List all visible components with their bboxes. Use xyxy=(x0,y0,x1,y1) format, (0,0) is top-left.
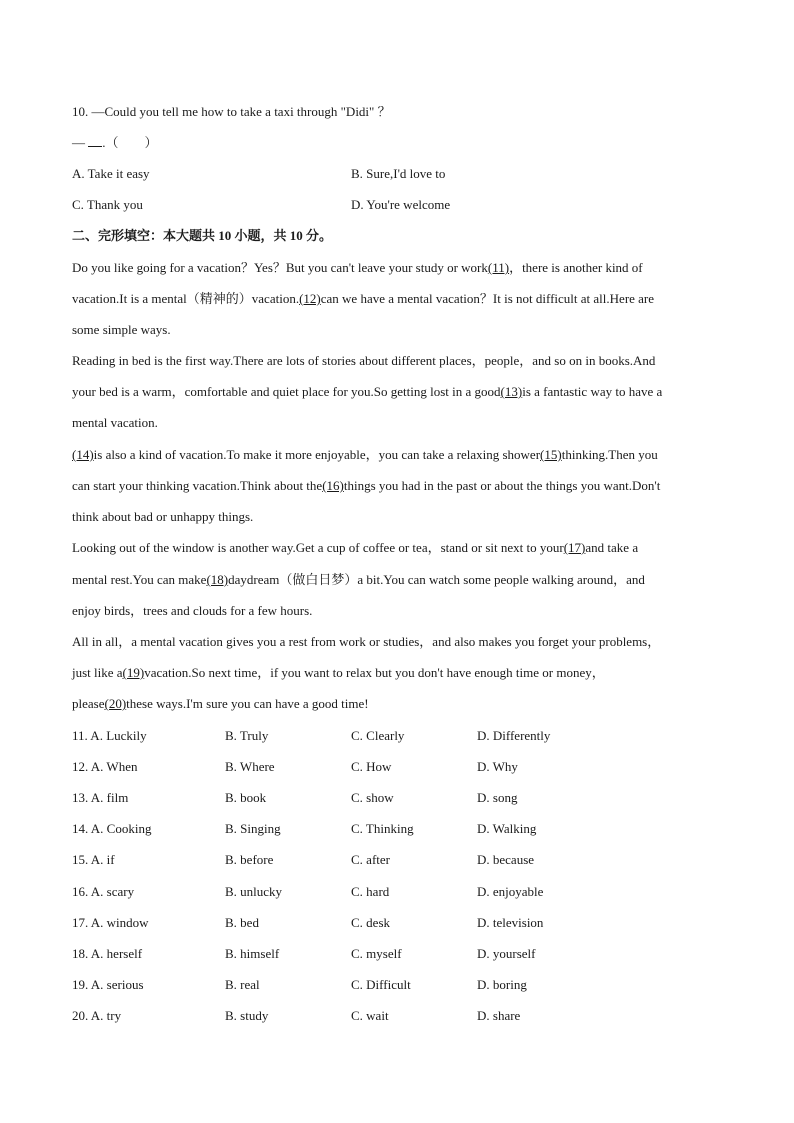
passage-line: (14)is also a kind of vacation.To make it more enjoyable，you can take a relaxing shower(15)thinking.Then you xyxy=(72,447,658,462)
choice-16-a[interactable]: 16. A. scary xyxy=(72,884,135,899)
choice-18-d[interactable]: D. yourself xyxy=(477,946,536,961)
choice-15-a[interactable]: 15. A. if xyxy=(72,852,115,867)
blank-18[interactable]: (18) xyxy=(206,572,229,587)
choice-14-c[interactable]: C. Thinking xyxy=(351,821,414,836)
choice-19-b[interactable]: B. real xyxy=(225,977,260,992)
choice-11-b[interactable]: B. Truly xyxy=(225,728,269,743)
choice-20-d[interactable]: D. share xyxy=(477,1008,521,1023)
choice-18-c[interactable]: C. myself xyxy=(351,946,402,961)
passage-line: vacation.It is a mental（精神的）vacation.(12)can we have a mental vacation？It is not difficult at all.Here are xyxy=(72,291,655,306)
choice-19-a[interactable]: 19. A. serious xyxy=(72,977,144,992)
blank-11[interactable]: (11) xyxy=(487,260,510,275)
q10-option-a[interactable]: A. Take it easy xyxy=(72,166,150,181)
passage-line: Looking out of the window is another way.Get a cup of coffee or tea，stand or sit next to your(17)and take a xyxy=(72,540,639,555)
passage-line: please(20)these ways.I'm sure you can have a good time! xyxy=(72,696,369,711)
choice-11-c[interactable]: C. Clearly xyxy=(351,728,405,743)
choice-13-b[interactable]: B. book xyxy=(225,790,267,805)
choice-18-a[interactable]: 18. A. herself xyxy=(72,946,143,961)
choice-16-b[interactable]: B. unlucky xyxy=(225,884,283,899)
choice-17-a[interactable]: 17. A. window xyxy=(72,915,149,930)
choice-13-c[interactable]: C. show xyxy=(351,790,394,805)
passage-line: just like a(19)vacation.So next time，if you want to relax but you don't have enough time or money， xyxy=(72,665,605,680)
choice-15-c[interactable]: C. after xyxy=(351,852,390,867)
choice-14-b[interactable]: B. Singing xyxy=(225,821,281,836)
choice-12-b[interactable]: B. Where xyxy=(225,759,275,774)
section-heading xyxy=(72,227,332,245)
blank-14[interactable]: (14) xyxy=(72,447,94,462)
choice-20-c[interactable]: C. wait xyxy=(351,1008,389,1023)
section-heading-part: 分。 xyxy=(302,228,333,243)
passage-line: Reading in bed is the first way.There are lots of stories about different places，people，and so on in books.And xyxy=(72,353,656,368)
choice-15-d[interactable]: D. because xyxy=(477,852,535,867)
choice-13-d[interactable]: D. song xyxy=(477,790,518,805)
choice-18-b[interactable]: B. himself xyxy=(225,946,280,961)
choice-11-a[interactable]: 11. A. Luckily xyxy=(72,728,147,743)
q10-option-b[interactable]: B. Sure,I'd love to xyxy=(351,166,446,181)
passage-line: mental rest.You can make(18)daydream（做白日梦）a bit.You can watch some people walking around，and xyxy=(72,572,645,587)
blank-15[interactable]: (15) xyxy=(540,447,562,462)
choice-12-c[interactable]: C. How xyxy=(351,759,392,774)
choice-15-b[interactable]: B. before xyxy=(225,852,274,867)
blank-13[interactable]: (13) xyxy=(500,384,523,399)
choice-12-d[interactable]: D. Why xyxy=(477,759,518,774)
passage-line: Do you like going for a vacation？Yes？But you can't leave your study or work(11)，there is another kind of xyxy=(72,260,643,275)
choice-19-d[interactable]: D. boring xyxy=(477,977,527,992)
q10-option-d[interactable]: D. You're welcome xyxy=(351,197,451,212)
passage-line: enjoy birds，trees and clouds for a few hours. xyxy=(72,603,313,618)
passage-line: mental vacation. xyxy=(72,415,158,430)
q10-question: 10. —Could you tell me how to take a taxi through "Didi" ？ xyxy=(72,104,391,119)
q10-answer-blank[interactable] xyxy=(88,134,102,147)
choice-20-a[interactable]: 20. A. try xyxy=(72,1008,122,1023)
section-score: 10 xyxy=(289,228,303,243)
choice-16-d[interactable]: D. enjoyable xyxy=(477,884,544,899)
section-heading-part: 小题，共 xyxy=(231,228,290,243)
choice-19-c[interactable]: C. Difficult xyxy=(351,977,411,992)
passage-line: All in all，a mental vacation gives you a rest from work or studies，and also makes you forget your problems， xyxy=(72,634,661,649)
passage-line: some simple ways. xyxy=(72,322,171,337)
blank-16[interactable]: (16) xyxy=(322,478,344,493)
q10-answer-line xyxy=(72,134,158,152)
passage-line: your bed is a warm，comfortable and quiet place for you.So getting lost in a good(13)is a fantastic way to have a xyxy=(72,384,663,399)
blank-20[interactable]: (20) xyxy=(104,696,127,711)
choice-11-d[interactable]: D. Differently xyxy=(477,728,551,743)
section-heading-part: 二、完形填空：本大题共 xyxy=(72,228,219,243)
choice-17-d[interactable]: D. television xyxy=(477,915,544,930)
choice-16-c[interactable]: C. hard xyxy=(351,884,390,899)
q10-answer-prefix: — xyxy=(72,135,89,150)
choice-20-b[interactable]: B. study xyxy=(225,1008,269,1023)
choice-12-a[interactable]: 12. A. When xyxy=(72,759,138,774)
passage-line: can start your thinking vacation.Think about the(16)things you had in the past or about the things you want.Don't xyxy=(72,478,661,493)
passage-line: think about bad or unhappy things. xyxy=(72,509,254,524)
section-question-count: 10 xyxy=(218,228,232,243)
choice-14-d[interactable]: D. Walking xyxy=(477,821,537,836)
choice-17-b[interactable]: B. bed xyxy=(225,915,259,930)
q10-option-c[interactable]: C. Thank you xyxy=(72,197,143,212)
blank-19[interactable]: (19) xyxy=(122,665,145,680)
choice-17-c[interactable]: C. desk xyxy=(351,915,390,930)
choice-14-a[interactable]: 14. A. Cooking xyxy=(72,821,152,836)
choice-13-a[interactable]: 13. A. film xyxy=(72,790,129,805)
blank-12[interactable]: (12) xyxy=(299,291,321,306)
q10-answer-suffix: .（ ） xyxy=(102,135,158,150)
blank-17[interactable]: (17) xyxy=(563,540,586,555)
